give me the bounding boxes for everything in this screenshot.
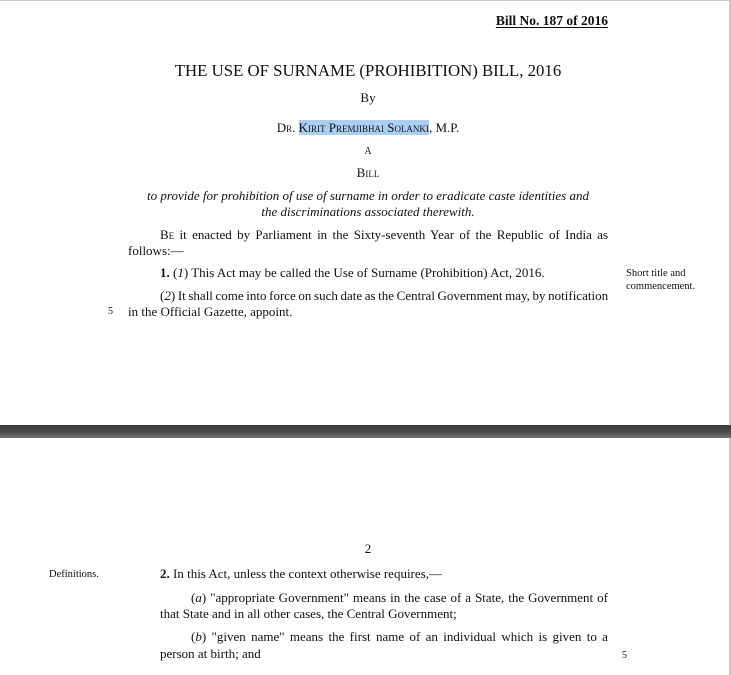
page-number: 2 — [364, 541, 372, 556]
marginal-note-line-2: commencement. — [626, 281, 696, 292]
section-2-intro — [160, 566, 442, 582]
clause-a-open: ( — [191, 590, 196, 605]
clause-b-line-2: person at birth; and — [160, 646, 261, 661]
subsection-2-close: ) — [170, 288, 176, 303]
clause-b-close: ) — [201, 629, 207, 644]
line-number-5: 5 — [108, 306, 113, 317]
pdf-page-1 — [0, 1, 729, 425]
subsection-1-close: ) — [183, 265, 189, 280]
subsection-2-label: 2 — [164, 288, 171, 303]
author-line — [128, 120, 608, 136]
article-a: A — [364, 146, 372, 157]
long-title-line-2: the discriminations associated therewith. — [261, 204, 475, 219]
bill-label: Bill — [356, 165, 380, 180]
subsection-1-open: ( — [173, 265, 178, 280]
by-line: By — [360, 90, 376, 105]
section-1-subsection-2-line-1 — [160, 288, 608, 304]
subsection-1-text: This Act may be called the Use of Surname (Prohibition) Act, 2016. — [191, 265, 545, 280]
clause-a-line-2: that State and in all other cases, the Central Government; — [160, 606, 457, 621]
marginal-note-definitions: Definitions. — [49, 569, 99, 580]
clause-a-text: "appropriate Government" means in the case of a State, the Government of — [210, 590, 608, 605]
clause-a-close: ) — [201, 590, 207, 605]
bill-title: THE USE OF SURNAME (PROHIBITION) BILL, 2016 — [174, 61, 562, 80]
line-number-5-right: 5 — [622, 650, 627, 661]
section-1-subsection-2-line-2: in the Official Gazette, appoint. — [128, 304, 293, 319]
page-gap — [0, 425, 731, 438]
subsection-1-label: 1 — [177, 265, 184, 280]
enacting-formula-line-2: follows:— — [128, 243, 184, 258]
section-1-number: 1. — [160, 265, 170, 280]
clause-a-line-1 — [191, 590, 608, 606]
section-1-subsection-1 — [160, 265, 545, 281]
clause-b-open: ( — [191, 629, 196, 644]
clause-b-text: "given name" means the first name of an individual which is given to a — [211, 629, 608, 644]
subsection-2-open: ( — [160, 288, 165, 303]
marginal-note-line-1: Short title and — [626, 268, 686, 279]
pdf-page-2 — [0, 438, 729, 675]
subsection-2-text: It shall come into force on such date as the Central Government may, by notification — [177, 288, 609, 303]
enacting-text: it enacted by Parliament in the Sixty-seventh Year of the Republic of India as — [179, 227, 609, 242]
author-title: Dr. — [276, 120, 296, 135]
clause-b-label: b — [195, 629, 202, 644]
enacting-formula-line-1 — [160, 227, 608, 243]
bill-number: Bill No. 187 of 2016 — [495, 13, 608, 28]
section-2-number: 2. — [160, 566, 170, 581]
section-2-intro-text: In this Act, unless the context otherwise requires,— — [173, 566, 442, 581]
long-title-line-1: to provide for prohibition of use of surname in order to eradicate caste identities and — [147, 188, 589, 203]
clause-b-line-1 — [191, 629, 608, 645]
marginal-note-short-title — [626, 267, 695, 293]
selected-text-highlight: Kirit Premjibhai Solanki — [298, 120, 429, 135]
clause-a-label: a — [195, 590, 202, 605]
enacting-first-word: Be — [160, 227, 175, 242]
author-suffix: , M.P. — [428, 120, 460, 135]
